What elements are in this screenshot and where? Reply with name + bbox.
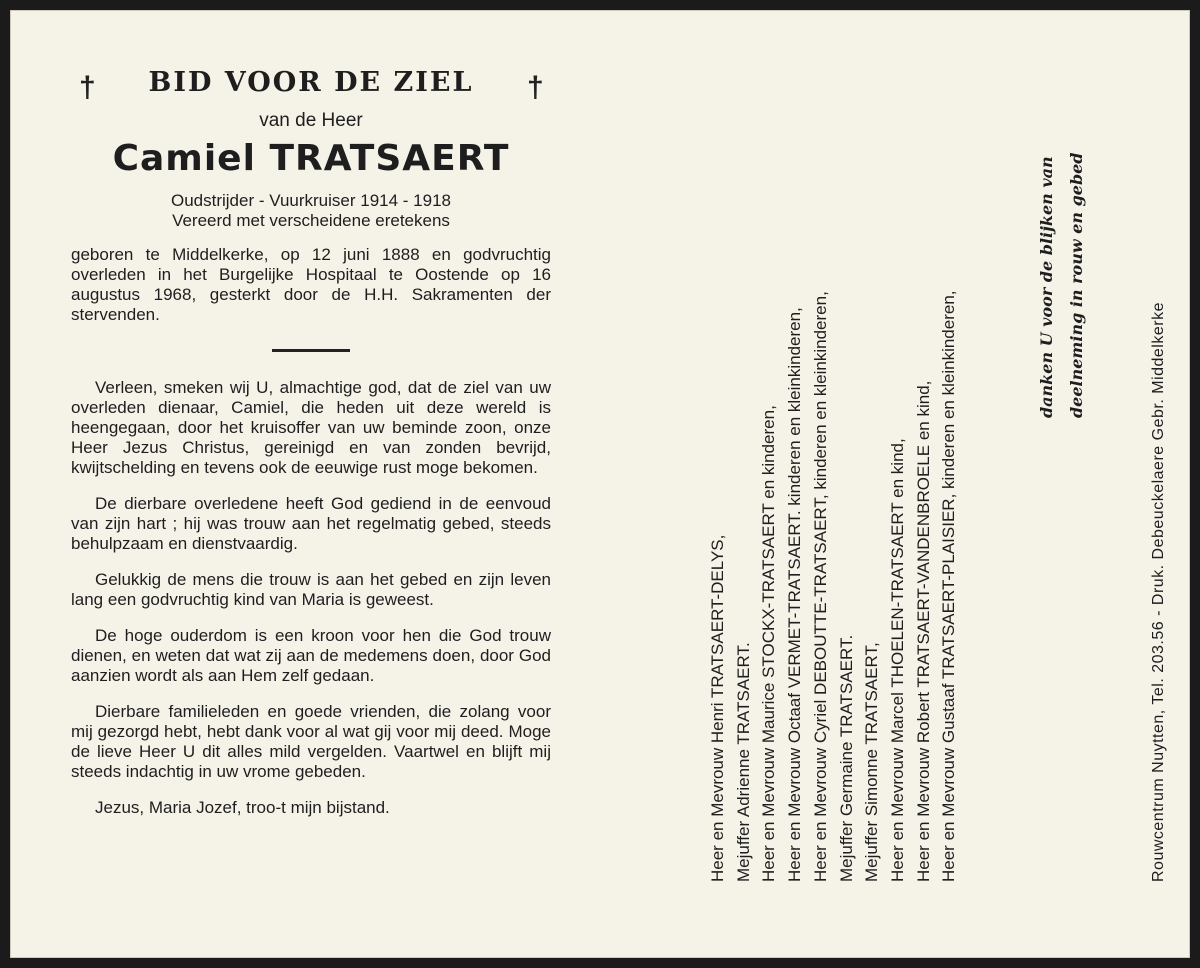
memorial-card [10, 10, 1190, 958]
title-line: Vereerd met verscheidene eretekens [172, 211, 450, 230]
thanks-line: danken U voor de blijken van [1037, 156, 1056, 418]
thanks-text [1032, 153, 1092, 419]
prayer-paragraph: Verleen, smeken wij U, almachtige god, dat de ziel van uw overleden dienaar, Camiel, die heden uit deze wereld is heengegaan, door het kruisoffer van uw beminde zoon, onze Heer Jezus Christus, gereinigd en van zonden bevrijd, kwijtschelding en tevens ook de eeuwige rust moge bekomen. [71, 378, 551, 477]
family-member: Heer en Mevrouw Henri TRATSAERT-DELYS, [708, 534, 727, 882]
prayer-paragraph: De hoge ouderdom is een kroon voor hen die God trouw dienen, en weten dat wat zij aan de medemens doen, door God aanzien wordt als aan Hem zelf gedaan. [71, 626, 551, 685]
family-member: Heer en Mevrouw Octaaf VERMET-TRATSAERT. kinderen en kleinkinderen, [785, 307, 805, 882]
title-line: Oudstrijder - Vuurkruiser 1914 - 1918 [170, 191, 451, 210]
prayer-paragraph: Gelukkig de mens die trouw is aan het gebed en zijn leven lang een godvruchtig kind van Maria is geweest. [71, 570, 551, 609]
family-list [705, 291, 962, 883]
bio-text: geboren te Middelkerke, op 12 juni 1888 en godvruchtig overleden in het Burgelijke Hospitaal te Oostende op 16 augustus 1968, gesterkt door de H.H. Sakramenten der stervenden. [71, 245, 551, 324]
thanks-line: deelneming in rouw en gebed [1067, 152, 1086, 418]
family-member: Heer en Mevrouw Maurice STOCKX-TRATSAERT en kinderen, [759, 405, 779, 882]
prayer-paragraph: De dierbare overledene heeft God gediend in de eenvoud van zijn hart ; hij was trouw aan het regelmatig gebed, steeds behulpzaam en dienstvaardig. [71, 494, 551, 553]
divider [272, 349, 350, 352]
closing-line: Jezus, Maria Jozef, troo-t mijn bijstand. [95, 798, 390, 817]
family-member: Heer en Mevrouw Gustaaf TRATSAERT-PLAISIER, kinderen en kleinkinderen, [939, 290, 959, 882]
cross-icon: † [527, 71, 544, 104]
subheading: van de Heer [259, 110, 363, 131]
family-member: Mejuffer Germaine TRATSAERT. [836, 634, 856, 882]
heading: BID VOOR DE ZIEL [148, 67, 474, 98]
prayer-column [71, 61, 551, 818]
family-member: Heer en Mevrouw Robert TRATSAERT-VANDENBROELE en kind, [913, 380, 933, 882]
family-member: Mejuffer Simonne TRATSAERT, [862, 642, 882, 882]
family-member: Heer en Mevrouw Cyriel DEBOUTTE-TRATSAERT, kinderen en kleinkinderen, [810, 291, 830, 882]
family-member: Heer en Mevrouw Marcel THOELEN-TRATSAERT en kind, [887, 438, 907, 882]
family-member: Mejuffer Adrienne TRATSAERT. [733, 642, 753, 882]
printer-credit: Rouwcentrum Nuytten, Tel. 203.56 - Druk. Debeuckelaere Gebr. Middelkerke [1150, 302, 1167, 882]
prayer-paragraph: Dierbare familieleden en goede vrienden, die zolang voor mij gezorgd hebt, hebt dank voor al wat gij voor mij deed. Moge de lieve Heer U dit alles mild vergelden. Vaartwel en blijft mij steeds indachtig in uw vrome gebeden. [71, 702, 551, 781]
deceased-name: Camiel TRATSAERT [112, 138, 510, 179]
cross-icon: † [79, 71, 96, 104]
